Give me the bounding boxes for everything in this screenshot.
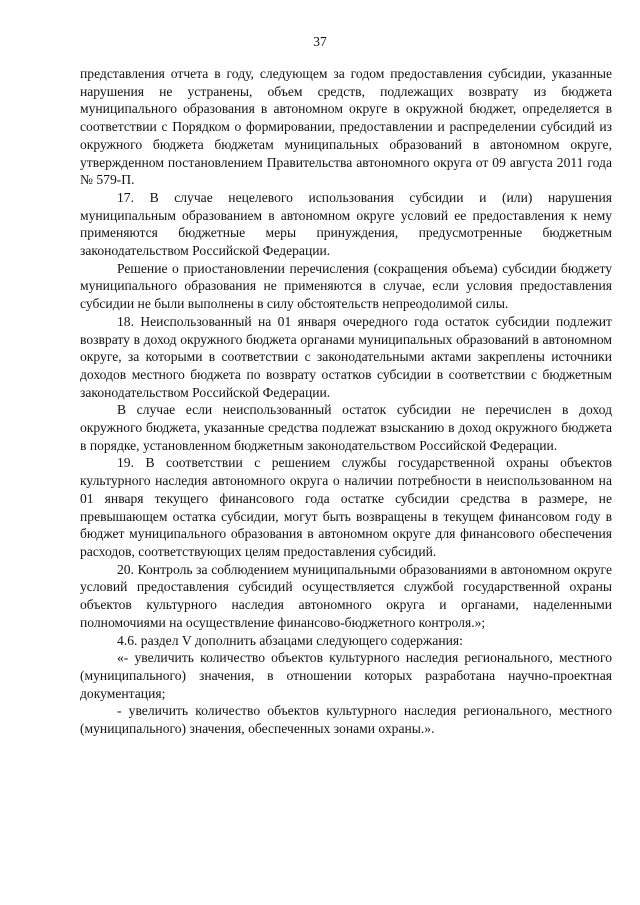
paragraph-20: 20. Контроль за соблюдением муниципальными образованиями в автономном округе условий предоставления субсидий осуществляется службой государственной охраны объектов культурного наследия автономного округа и органами, наделенными полномочиями на осуществление финансово-бюджетного контроля.»; xyxy=(80,561,612,630)
paragraph-18: 18. Неиспользованный на 01 января очередного года остаток субсидии подлежит возврату в доход окружного бюджета органами муниципальных образований в автономном округе, за которыми в соответствии с законодательными актами закреплены источники доходов местного бюджета по возврату остатков субсидии в соответствии с бюджетным законодательством Российской Федерации. xyxy=(80,313,612,400)
paragraph-unspent-balance: В случае если неиспользованный остаток субсидии не перечислен в доход окружного бюджета, указанные средства подлежат взысканию в доход окружного бюджета в порядке, установленном бюджетным законодательством Российской Федерации. xyxy=(80,402,612,453)
paragraph-continuation: представления отчета в году, следующем за годом предоставления субсидии, указанные нарушения не устранены, объем средств, подлежащих возврату из бюджета муниципального образования в автономном округе в окружной бюджет, определяется в соответствии с Порядком о формировании, предоставлении и распределении субсидий из окружного бюджета бюджетам муниципальных образований в автономном округе, утвержденном постановлением Правительства автономного округа от 09 августа 2011 года № 579-П. xyxy=(80,66,612,188)
paragraph-suspension-decision: Решение о приостановлении перечисления (сокращения объема) субсидии бюджету муниципального образования не применяются в случае, если условия предоставления субсидии не были выполнены в силу обстоятельств непреодолимой силы. xyxy=(80,260,612,312)
list-item-project-documentation: «- увеличить количество объектов культурного наследия регионального, местного (муниципального) значения, в отношении которых разработана научно-проектная документация; xyxy=(80,650,612,701)
page-number: 37 xyxy=(313,34,327,49)
paragraph-19: 19. В соответствии с решением службы государственной охраны объектов культурного наследия автономного округа о наличии потребности в неиспользованном на 01 января текущего финансового года остатке субсидии средства в размере, не превышающем остатка субсидии, могут быть возвращены в текущем финансовом году в бюджет муниципального образования в автономном округе для финансового обеспечения расходов, соответствующих целям предоставления субсидий. xyxy=(80,455,612,559)
document-body xyxy=(80,65,612,738)
list-item-protection-zones: - увеличить количество объектов культурного наследия регионального, местного (муниципального) значения, обеспеченных зонами охраны.». xyxy=(80,703,612,737)
paragraph-17: 17. В случае нецелевого использования субсидии и (или) нарушения муниципальным образованием в автономном округе условий ее предоставления к нему применяются бюджетные меры принуждения, предусмотренные бюджетным законодательством Российской Федерации. xyxy=(80,189,612,259)
paragraph-4-6: 4.6. раздел V дополнить абзацами следующего содержания: xyxy=(117,632,463,648)
